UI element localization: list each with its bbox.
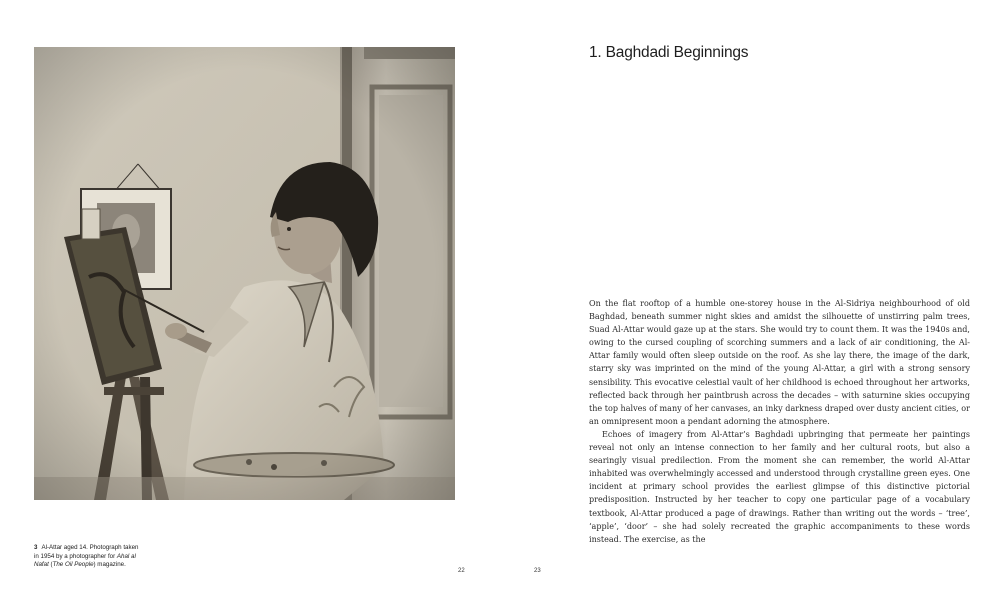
paragraph-1: On the flat rooftop of a humble one-storey house in the Al-Sidriya neighbourhood of old Baghdad, beneath summer night skies and amidst the silhouette of unstirring palm trees, Suad Al-Attar would gaze up at the stars. She would try to count them. It was the 1940s and, owing to the cursed coupling of scorching summers and a lack of air conditioning, the Al-Attar family would often sleep outside on the roof. As she lay there, the image of the dark, starry sky was imprinted on the mind of the young Al-Attar, a girl with a strong sensory sensibility. This evocative celestial vault of her childhood is echoed throughout her artworks, reflected back through her paintbrush across the decades – with saturnine skies occupying the top halves of many of her canvases, an inky darkness draped over dusty ancient cities, or an omnipresent moon a pendant adorning the atmosphere. [589, 299, 970, 426]
page-number-right: 23 [534, 568, 541, 574]
caption-paren-title: The Oil People [52, 561, 94, 569]
caption-figure-number: 3 [34, 544, 38, 551]
photo-caption: 3 Al-Attar aged 14. Photograph taken in 1954 by a photographer for Ahal al Nafat (The Oil People) magazine. [34, 544, 139, 569]
paragraph-2: Echoes of imagery from Al-Attar’s Baghdadi upbringing that permeate her paintings reveal not only an intense connection to her family and her cultural roots, but also a searingly visual predilection. From the moment she can remember, the world Al-Attar inhabited was overwhelmingly accessed and understood through crystalline green eyes. One incident at primary school provides the earliest glimpse of this distinctive pictorial predisposition. Instructed by her teacher to copy one particular page of a vocabulary textbook, Al-Attar produced a page of drawings. Rather than writing out the words – ‘tree’, ‘apple’, ‘door’ – she had solely recreated the graphic accompaniments to these words instead. The exercise, as the [589, 429, 970, 544]
caption-line-1: Al-Attar aged 14. Photograph taken [41, 544, 139, 551]
caption-line-2: in 1954 by a photographer for [34, 552, 116, 560]
caption-italic-title-part-1: Ahal al [116, 552, 136, 560]
caption-suffix: magazine. [97, 561, 126, 569]
page-number-left: 22 [458, 568, 465, 574]
chapter-title: 1. Baghdadi Beginnings [589, 44, 749, 61]
chapter-body [589, 297, 970, 546]
archival-photograph [34, 47, 455, 500]
photo-artwork [34, 47, 455, 500]
caption-italic-title-part-2: Nafat [34, 561, 49, 569]
